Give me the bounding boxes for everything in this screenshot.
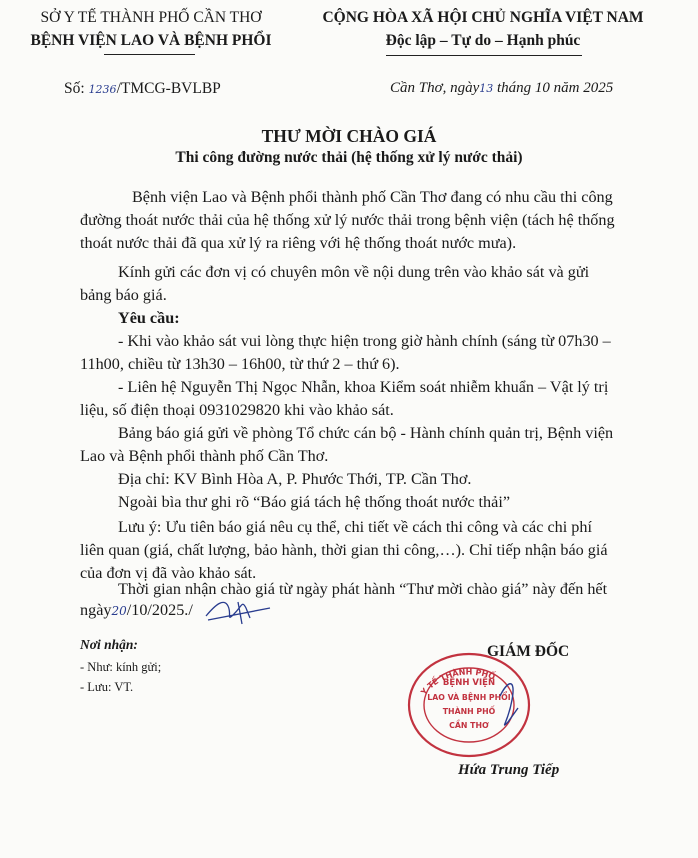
date-suffix: tháng 10 năm 2025 (493, 80, 614, 96)
requirement-1-line1: - Khi vào khảo sát vui lòng thực hiện trong giờ hành chính (sáng từ 07h30 – (118, 332, 611, 350)
initials-signature-icon (198, 594, 276, 628)
document-title: THƯ MỜI CHÀO GIÁ (261, 126, 437, 146)
deadline-line1: Thời gian nhận chào giá từ ngày phát hành “Thư mời chào giá” này đến hết (118, 580, 608, 598)
body-p2-line2: bảng báo giá. (80, 286, 167, 304)
recipients-heading: Nơi nhận: (80, 637, 138, 652)
seal-line-1: BỆNH VIỆN (442, 678, 496, 688)
date-handwritten-day: 13 (479, 82, 494, 95)
requirement-1-line2: 11h00, chiều từ 13h30 – 16h00, từ thứ 2 – thứ 6). (80, 355, 400, 373)
date-prefix: Cần Thơ, ngày (390, 80, 480, 96)
body-p1-line1: Bệnh viện Lao và Bệnh phổi thành phố Cần Thơ đang có nhu cầu thi công (132, 188, 613, 206)
reference-number (64, 80, 221, 98)
reference-suffix: /TMCG-BVLBP (116, 80, 221, 97)
body-p3-line1: Bảng báo giá gửi về phòng Tổ chức cán bộ - Hành chính quản trị, Bệnh viện (118, 424, 614, 442)
header-republic: CỘNG HÒA XÃ HỘI CHỦ NGHĨA VIỆT NAM (322, 9, 644, 26)
deadline-suffix: /10/2025./ (126, 601, 193, 619)
deadline-handwritten-day: 20 (111, 604, 127, 618)
seal-line-3: THÀNH PHỐ (442, 707, 496, 716)
recipient-item-1: - Như: kính gửi; (80, 660, 162, 674)
seal-ring-text: Y TẾ THÀNH PHỐ (419, 667, 497, 697)
cover-note-line: Ngoài bìa thư ghi rõ “Báo giá tách hệ thống thoát nước thải” (118, 493, 511, 511)
requirement-2-line1: - Liên hệ Nguyễn Thị Ngọc Nhẫn, khoa Kiểm soát nhiễm khuẩn – Vật lý trị (118, 378, 609, 396)
address-line: Địa chỉ: KV Bình Hòa A, P. Phước Thới, TP. Cần Thơ. (118, 470, 472, 488)
signatory-name: Hứa Trung Tiếp (458, 762, 560, 778)
header-left-underline (104, 54, 195, 55)
header-right-underline (386, 55, 582, 56)
header-ministry: SỞ Y TẾ THÀNH PHỐ CẦN THƠ (40, 9, 262, 26)
header-hospital: BỆNH VIỆN LAO VÀ BỆNH PHỔI (30, 32, 272, 49)
requirement-2-line2: liệu, số điện thoại 0931029820 khi vào khảo sát. (80, 401, 394, 419)
body-p1-line3: thoát nước thải đã qua xử lý ra riêng với hệ thống thoát nước mưa). (80, 234, 517, 252)
hospital-seal-icon (404, 650, 534, 760)
body-p1-line2: đường thoát nước thải của hệ thống xử lý nước thải trong bệnh viện (tách hệ thống (80, 211, 615, 229)
issue-date (390, 80, 613, 97)
body-p3-line2: Lao và Bệnh phổi thành phố Cần Thơ. (80, 447, 329, 465)
requirements-heading: Yêu cầu: (118, 309, 180, 327)
note-line2: liên quan (giá, chất lượng, bảo hành, thời gian thi công,…). Chỉ tiếp nhận báo giá (80, 541, 608, 559)
note-line1: Lưu ý: Ưu tiên báo giá nêu cụ thể, chi tiết về cách thi công và các chi phí (118, 518, 592, 536)
reference-handwritten-number: 1236 (88, 83, 117, 96)
document-subtitle: Thi công đường nước thải (hệ thống xử lý nước thải) (175, 149, 523, 166)
signature-title: GIÁM ĐỐC (487, 643, 570, 660)
seal-line-2: LAO VÀ BỆNH PHỔI (427, 693, 511, 702)
note-line3: của đơn vị đã vào khảo sát. (80, 564, 257, 582)
header-motto: Độc lập – Tự do – Hạnh phúc (385, 32, 581, 49)
deadline-prefix: ngày (80, 601, 112, 619)
recipient-item-2: - Lưu: VT. (80, 680, 134, 694)
seal-line-4: CẦN THƠ (449, 721, 489, 730)
body-p2-line1: Kính gửi các đơn vị có chuyên môn về nội dung trên vào khảo sát và gửi (118, 263, 590, 281)
reference-prefix: Số: (64, 80, 85, 97)
deadline-line2 (80, 600, 193, 622)
